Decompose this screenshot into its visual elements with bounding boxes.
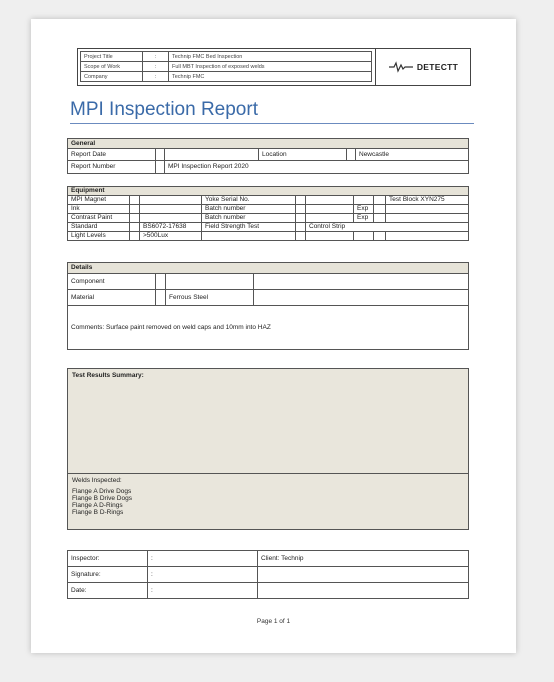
location-label: Location	[259, 149, 347, 161]
ink-batch-label: Batch number	[202, 205, 296, 214]
company-value: Technip FMC	[169, 72, 372, 82]
ink-label: Ink	[68, 205, 130, 214]
weld-item: Flange B D-Rings	[72, 509, 124, 516]
standard-label: Standard	[68, 223, 130, 232]
comments: Comments: Surface paint removed on weld caps and 10mm into HAZ	[68, 306, 469, 350]
field-strength-value: Control Strip	[306, 223, 469, 232]
page-title: MPI Inspection Report	[70, 99, 258, 120]
details-heading: Details	[68, 263, 469, 274]
general-section	[67, 138, 469, 174]
component-label: Component	[68, 274, 156, 290]
date-label: Date:	[68, 583, 148, 599]
field-strength-label: Field Strength Test	[202, 223, 296, 232]
weld-item: Flange B Drive Dogs	[72, 495, 132, 502]
location-value: Newcastle	[356, 149, 469, 161]
report-page	[31, 19, 516, 653]
equipment-section	[67, 186, 469, 241]
scope-value: Full MBT Inspection of exposed welds	[169, 62, 372, 72]
standard-value: BS6072-17638	[140, 223, 202, 232]
light-levels-value: >500Lux	[140, 232, 202, 241]
waveform-icon	[389, 61, 413, 73]
report-number-value: MPI Inspection Report 2020	[165, 161, 469, 174]
weld-item: Flange A D-Rings	[72, 502, 123, 509]
details-section	[67, 262, 469, 350]
report-header	[77, 48, 471, 86]
client-label: Client: Technip	[258, 551, 469, 567]
inspector-label: Inspector:	[68, 551, 148, 567]
company-label: Company	[81, 72, 143, 82]
yoke-serial-label: Yoke Serial No.	[202, 196, 296, 205]
paint-batch-label: Batch number	[202, 214, 296, 223]
test-block-label: Test Block XYN275	[386, 196, 469, 205]
welds-inspected	[67, 473, 469, 530]
contrast-paint-label: Contrast Paint	[68, 214, 130, 223]
mpi-magnet-label: MPI Magnet	[68, 196, 130, 205]
project-title-value: Technip FMC Bed Inspection	[169, 52, 372, 62]
test-results-heading: Test Results Summary:	[72, 372, 144, 379]
signoff-table: Inspector: : Client: Technip Signature: : Date: :	[67, 550, 469, 599]
weld-item: Flange A Drive Dogs	[72, 488, 132, 495]
test-results-summary	[67, 368, 469, 476]
page-number: Page 1 of 1	[256, 618, 291, 625]
welds-list	[68, 488, 468, 516]
company-logo	[375, 49, 471, 85]
material-value: Ferrous Steel	[166, 290, 254, 306]
equipment-heading: Equipment	[68, 187, 469, 196]
title-divider	[70, 123, 474, 124]
material-label: Material	[68, 290, 156, 306]
project-info-table: Project Title : Technip FMC Bed Inspection Scope of Work : Full MBT Inspection of exposed welds Company : Technip FMC	[80, 51, 372, 82]
report-number-label: Report Number	[68, 161, 156, 174]
paint-exp-label: Exp	[354, 214, 374, 223]
general-heading: General	[68, 139, 469, 149]
welds-heading: Welds Inspected:	[72, 477, 122, 484]
light-levels-label: Light Levels	[68, 232, 130, 241]
logo-text: DETECTT	[416, 62, 459, 72]
report-date-label: Report Date	[68, 149, 156, 161]
signature-label: Signature:	[68, 567, 148, 583]
scope-label: Scope of Work	[81, 62, 143, 72]
report-date-value	[165, 149, 259, 161]
ink-exp-label: Exp	[354, 205, 374, 214]
project-title-label: Project Title	[81, 52, 143, 62]
